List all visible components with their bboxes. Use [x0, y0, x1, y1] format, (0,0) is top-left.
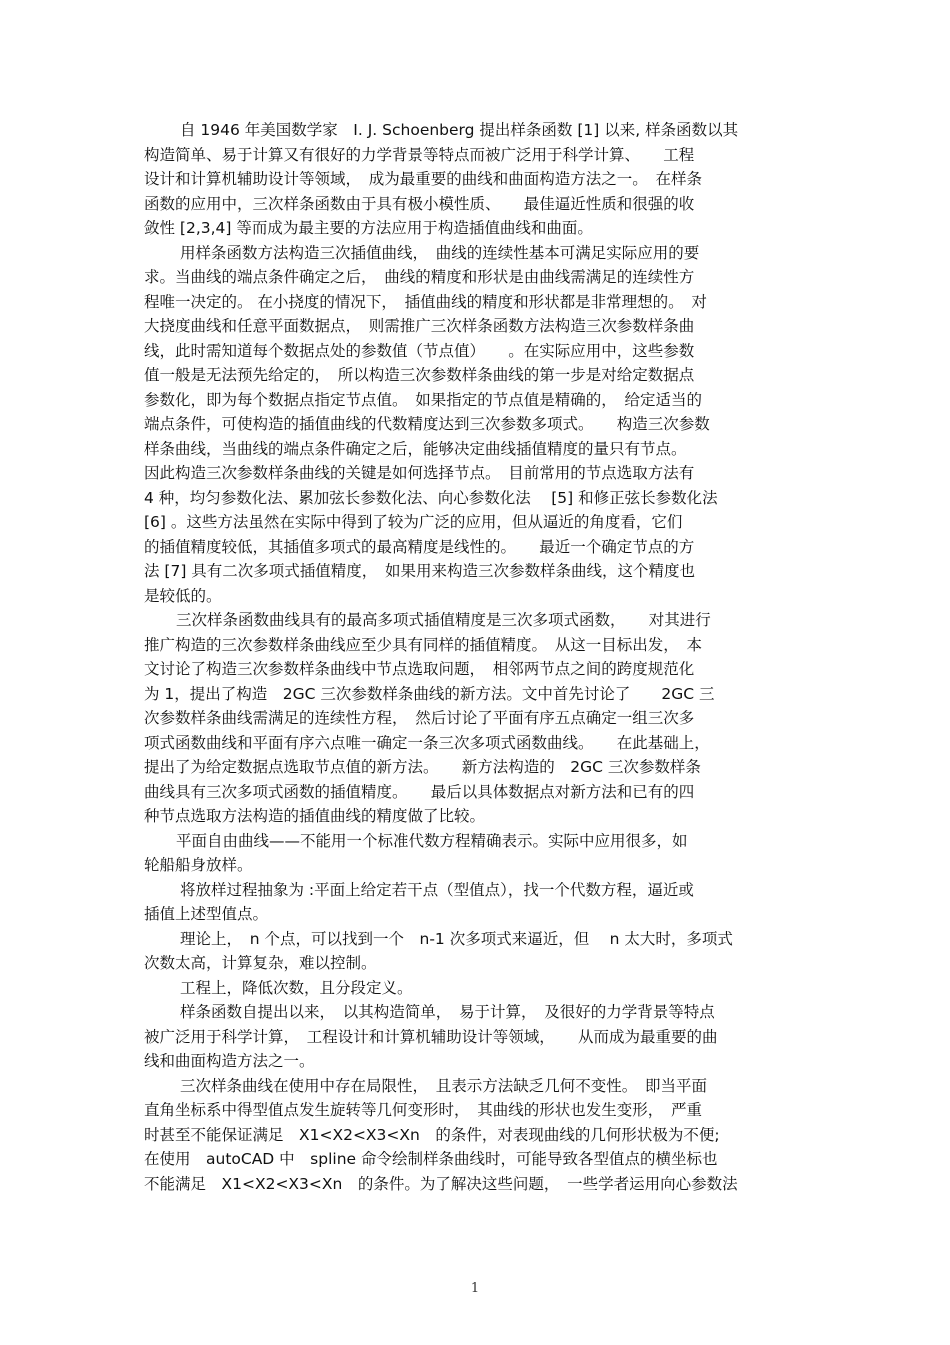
text-line: 法 [7] 具有二次多项式插值精度， 如果用来构造三次参数样条曲线，这个精度也	[144, 562, 696, 580]
text-line: [6] 。这些方法虽然在实际中得到了较为广泛的应用，但从逼近的角度看，它们	[144, 513, 683, 531]
text-line: 工程上，降低次数，且分段定义。	[180, 978, 413, 997]
text-line: 自 1946 年美国数学家 I. J. Schoenberg 提出样条函数 [1] 以来, 样条函数以其	[180, 121, 739, 139]
text-line: 4 种，均匀参数化法、累加弦长参数化法、向心参数化法 [5] 和修正弦长参数化法	[144, 488, 718, 507]
text-line: 线，此时需知道每个数据点处的参数值（节点值） 。在实际应用中，这些参数	[144, 341, 695, 360]
page-number: 1	[470, 1281, 480, 1296]
text-line: 样条函数自提出以来， 以其构造简单， 易于计算， 及很好的力学背景等特点	[180, 1003, 715, 1021]
text-line: 因此构造三次参数样条曲线的关键是如何选择节点。 目前常用的节点选取方法有	[144, 464, 695, 482]
text-line: 次参数样条曲线需满足的连续性方程， 然后讨论了平面有序五点确定一组三次多	[144, 709, 695, 727]
text-line: 大挠度曲线和任意平面数据点， 则需推广三次样条函数方法构造三次参数样条曲	[144, 317, 695, 335]
text-line: 三次样条函数曲线具有的最高多项式插值精度是三次多项式函数， 对其进行	[176, 611, 711, 629]
text-line: 敛性 [2,3,4] 等而成为最主要的方法应用于构造插值曲线和曲面。	[144, 219, 593, 237]
text-line: 被广泛用于科学计算， 工程设计和计算机辅助设计等领域， 从而成为最重要的曲	[144, 1027, 718, 1046]
text-line: 端点条件，可使构造的插值曲线的代数精度达到三次参数多项式。 构造三次参数	[144, 415, 710, 433]
text-line: 将放样过程抽象为 :平面上给定若干点（型值点），找一个代数方程，逼近或	[180, 880, 694, 899]
text-line: 项式函数曲线和平面有序六点唯一确定一条三次多项式函数曲线。 在此基础上，	[144, 733, 710, 752]
text-line: 提出了为给定数据点选取节点值的新方法。 新方法构造的 2GC 三次参数样条	[144, 758, 701, 776]
text-line: 曲线具有三次多项式函数的插值精度。 最后以具体数据点对新方法和已有的四	[144, 782, 695, 801]
text-line: 文讨论了构造三次参数样条曲线中节点选取问题， 相邻两节点之间的跨度规范化	[144, 660, 695, 678]
text-line: 为 1，提出了构造 2GC 三次参数样条曲线的新方法。文中首先讨论了 2GC 三	[144, 684, 715, 703]
text-line: 值一般是无法预先给定的， 所以构造三次参数样条曲线的第一步是对给定数据点	[144, 366, 695, 384]
text-line: 是较低的。	[144, 586, 222, 605]
text-line: 不能满足 X1<X2<X3<Xn 的条件。为了解决这些问题， 一些学者运用向心参数法	[144, 1174, 738, 1193]
body-text	[144, 118, 809, 1196]
text-line: 插值上述型值点。	[144, 905, 269, 923]
text-line: 平面自由曲线——不能用一个标准代数方程精确表示。实际中应用很多，如	[176, 831, 688, 850]
text-line: 轮船船身放样。	[144, 856, 253, 874]
text-line: 推广构造的三次参数样条曲线应至少具有同样的插值精度。 从这一目标出发， 本	[144, 635, 703, 654]
text-line: 构造简单、易于计算又有很好的力学背景等特点而被广泛用于科学计算、 工程	[144, 145, 695, 164]
text-line: 程唯一决定的。 在小挠度的情况下， 插值曲线的精度和形状都是非常理想的。 对	[144, 292, 707, 311]
text-line: 种节点选取方法构造的插值曲线的精度做了比较。	[144, 807, 486, 825]
text-line: 的插值精度较低，其插值多项式的最高精度是线性的。 最近一个确定节点的方	[144, 537, 695, 556]
text-line: 函数的应用中，三次样条函数由于具有极小模性质、 最佳逼近性质和很强的收	[144, 194, 695, 213]
text-line: 三次样条曲线在使用中存在局限性， 且表示方法缺乏几何不变性。 即当平面	[180, 1076, 708, 1095]
text-line: 线和曲面构造方法之一。	[144, 1052, 315, 1070]
text-line: 次数太高，计算复杂，难以控制。	[144, 954, 377, 972]
text-line: 时甚至不能保证满足 X1<X2<X3<Xn 的条件，对表现曲线的几何形状极为不便;	[144, 1125, 720, 1144]
text-line: 用样条函数方法构造三次插值曲线， 曲线的连续性基本可满足实际应用的要	[180, 243, 700, 262]
text-line: 直角坐标系中得型值点发生旋转等几何变形时， 其曲线的形状也发生变形， 严重	[144, 1101, 703, 1119]
text-line: 样条曲线，当曲线的端点条件确定之后，能够决定曲线插值精度的量只有节点。	[144, 439, 687, 458]
text-line: 求。当曲线的端点条件确定之后， 曲线的精度和形状是由曲线需满足的连续性方	[144, 268, 695, 286]
text-line: 参数化，即为每个数据点指定节点值。 如果指定的节点值是精确的， 给定适当的	[144, 390, 703, 409]
text-line: 在使用 autoCAD 中 spline 命令绘制样条曲线时，可能导致各型值点的横坐标也	[144, 1150, 718, 1168]
text-line: 设计和计算机辅助设计等领域， 成为最重要的曲线和曲面构造方法之一。 在样条	[144, 170, 703, 188]
text-line: 理论上， n 个点，可以找到一个 n-1 次多项式来逼近，但 n 太大时，多项式	[180, 929, 733, 948]
